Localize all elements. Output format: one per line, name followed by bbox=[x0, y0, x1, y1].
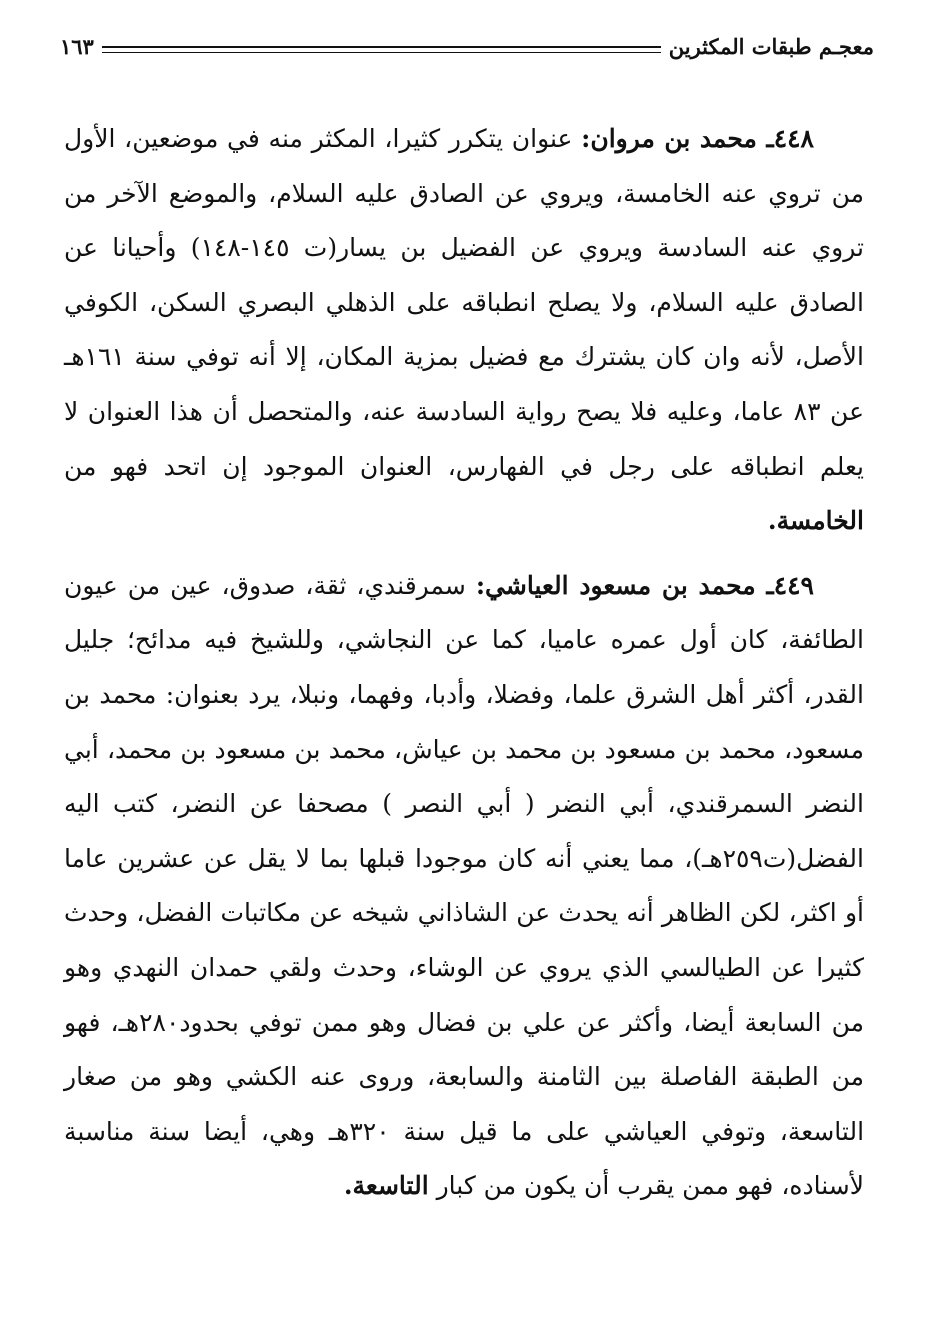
entry-heading: ٤٤٨ـ محمد بن مروان: bbox=[581, 124, 814, 153]
page-number: ١٦٣ bbox=[60, 33, 94, 59]
page-body bbox=[64, 112, 864, 1224]
entry-heading: ٤٤٩ـ محمد بن مسعود العياشي: bbox=[475, 570, 814, 600]
entry-text: عنوان يتكرر كثيرا، المكثر منه في موضعين، الأول من تروي عنه الخامسة، ويروي عن الصادق عليه السلام، والموضع الآخر من تروي عنه السادسة ويروي عن الفضيل بن يسار(ت ١٤٥-١٤٨) وأحيانا عن الصادق عليه السلام، ولا يصلح انطباقه على الذهلي البصري السكن، الكوفي الأصل، لأنه وان كان يشترك مع فضيل بمزية المكان، إلا أنه توفي سنة ١٦١هـ عن ٨٣ عاما، وعليه فلا يصح رواية السادسة عنه، والمتحصل أن هذا العنوان لا يعلم انطباقه على رجل في الفهارس، العنوان الموجود إن اتحد فهو من bbox=[64, 124, 864, 481]
entry-tabaqa: الخامسة. bbox=[767, 506, 864, 536]
header-rule bbox=[102, 46, 661, 53]
entry-448 bbox=[64, 112, 864, 549]
header-title: معجـم طبقات المكثرين bbox=[668, 33, 874, 59]
running-header bbox=[60, 28, 874, 64]
entry-449 bbox=[64, 559, 864, 1214]
entry-tabaqa: التاسعة. bbox=[343, 1171, 429, 1201]
entry-text: سمرقندي، ثقة، صدوق، عين من عيون الطائفة، كان أول عمره عاميا، كما عن النجاشي، وللشيخ فيه مدائح؛ جليل القدر، أكثر أهل الشرق علما، وفضلا، وأدبا، وفهما، ونبلا، يرد بعنوان: محمد بن مسعود، محمد بن مسعود بن محمد بن عياش، محمد بن مسعود بن محمد، أبي النضر السمرقندي، أبي النضر ( أبي النصر ) مصحفا عن النضر، كتب اليه الفضل(ت٢٥٩هـ)، مما يعني أنه كان موجودا قبلها بما لا يقل عن عشرين عاما أو اكثر، لكن الظاهر أنه يحدث عن الشاذاني شيخه عن مكاتبات الفضل، وحدث كثيرا عن الطيالسي الذي يروي عن الوشاء، وحدث ولقي حمدان النهدي وهو من السابعة أيضا، وأكثر عن علي بن فضال وهو ممن توفي بحدود٢٨٠هـ، فهو من الطبقة الفاصلة بين الثامنة والسابعة، وروى عنه الكشي وهو من صغار التاسعة، وتوفي العياشي على ما قيل سنة ٣٢٠هـ وهي، أيضا سنة مناسبة لأسناده، فهو ممن يقرب أن يكون من كبار bbox=[64, 570, 865, 1201]
